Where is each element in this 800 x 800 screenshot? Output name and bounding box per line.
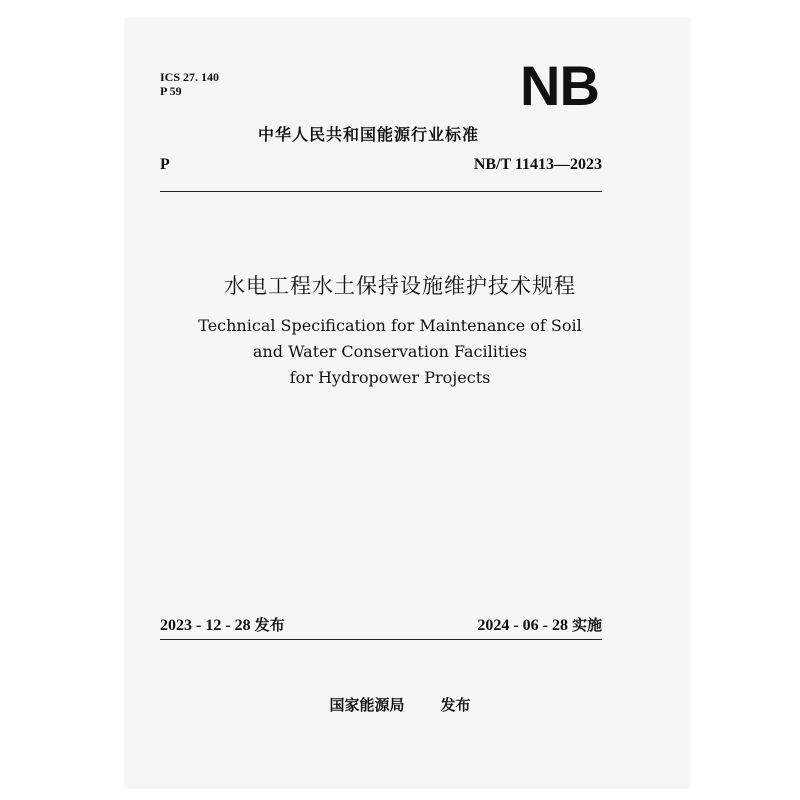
chinese-title: 水电工程水土保持设施维护技术规程 <box>224 274 576 298</box>
issue-date-value: 2023 - 12 - 28 <box>160 617 251 634</box>
implementation-date-value: 2024 - 06 - 28 <box>477 617 568 634</box>
implementation-date-label: 实施 <box>571 616 602 634</box>
issue-date-label: 发布 <box>254 616 285 634</box>
implementation-date <box>477 614 602 635</box>
english-title-line-1: Technical Specification for Maintenance of Soil <box>198 316 582 335</box>
ccs-code: P 59 <box>160 84 182 98</box>
industry-standard-title: 中华人民共和国能源行业标准 <box>258 125 480 144</box>
header-divider <box>160 191 602 192</box>
footer-divider <box>160 639 602 640</box>
publisher-label: 发布 <box>440 696 471 714</box>
publisher <box>0 694 800 715</box>
publisher-name: 国家能源局 <box>329 696 405 714</box>
english-title-line-2: and Water Conservation Facilities <box>252 342 528 361</box>
classification-letter: P <box>160 156 170 173</box>
english-title-line-3: for Hydropower Projects <box>289 368 491 387</box>
ics-code: ICS 27. 140 <box>160 70 220 84</box>
nb-logo: NB <box>520 54 599 117</box>
english-title <box>0 313 780 391</box>
standard-number: NB/T 11413—2023 <box>473 156 602 173</box>
issue-date <box>160 614 285 635</box>
